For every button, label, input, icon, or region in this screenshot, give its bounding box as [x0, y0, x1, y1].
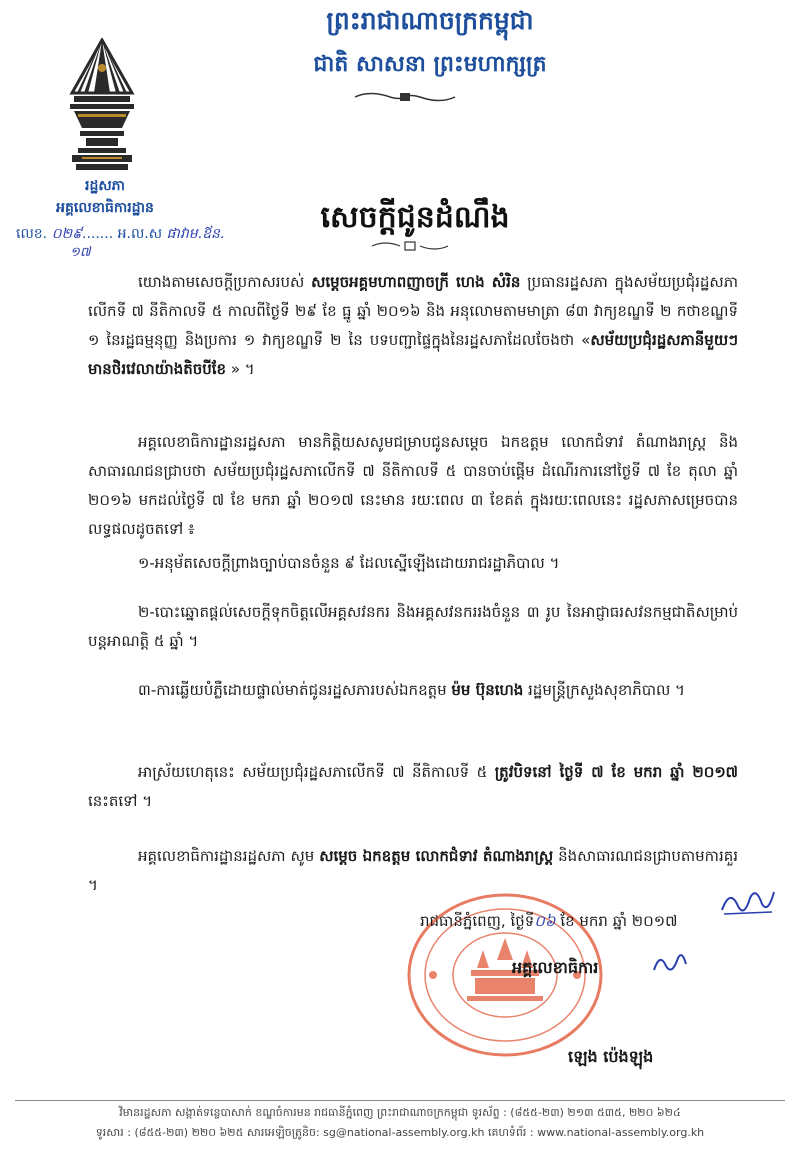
- ref-prefix: លេខ: [16, 226, 43, 242]
- national-assembly-emblem-icon: [62, 38, 142, 173]
- paragraph-1: យោងតាមសេចក្តីប្រកាសរបស់ សម្តេចអគ្គមហាពញាចក្រី ហេង សំរិន ប្រធានរដ្ឋសភា ក្នុងសម័យប្រជុំរដ្ឋសភាលើកទី ៧ នីតិកាលទី ៥ កាលពីថ្ងៃទី ២៩ ខែ ធ្នូ ឆ្នាំ ២០១៦ និង អនុលោមតាមមាត្រា ៨៣ វាក្យខណ្ឌទី ២ កថាខណ្ឌទី ១ នៃរដ្ឋធម្មនុញ្ញ និងប្រការ ១ វាក្យខណ្ឌទី ២ នៃ បទបញ្ជាផ្ទៃក្នុងនៃរដ្ឋសភាដែលចែងថា «សម័យប្រជុំរដ្ឋសភានីមួយៗមានថិរវេលាយ៉ាងតិចបីខែ » ។: [88, 273, 738, 378]
- footer-contacts: ទូរសារ : (៨៥៥-២៣) ២២០ ៦២៥ សារអេឡិចត្រូនិច: sg@national-assembly.org.kh គេហទំព័រ : www.national-assembly.org.kh: [95, 1126, 705, 1139]
- list-item: ២-បោះឆ្នោតផ្តល់សេចក្តីទុកចិត្តលើអគ្គសវនករ និងអគ្គសវនកររងចំនួន ៣ រូប នៃអាជ្ញាធរសវនកម្មជាតិសម្រាប់បន្តអាណត្តិ ៥ ឆ្នាំ ។: [88, 603, 738, 650]
- place-date: រាជធានីភ្នំពេញ, ថ្ងៃទី០៦ ខែ មករា ឆ្នាំ ២០១៧: [420, 912, 678, 930]
- closing-date: ត្រូវបិទនៅ ថ្ងៃទី ៧ ខែ មករា ឆ្នាំ ២០១៧: [494, 763, 738, 781]
- ref-handwritten: ផាវាម.ឪន.: [166, 226, 225, 242]
- kingdom-motto: ជាតិ សាសនា ព្រះមហាក្សត្រ: [313, 52, 547, 77]
- footer-divider: [15, 1100, 785, 1101]
- kingdom-title: ព្រះរាជាណាចក្រកម្ពុជា: [326, 6, 534, 35]
- list-item: ៣-ការឆ្លើយបំភ្លឺដោយផ្ទាល់មាត់ជូនរដ្ឋសភារបស់ឯកឧត្តម ម៉ម ប៊ុនហេង រដ្ឋមន្ត្រីក្រសួងសុខាភិបាល ។: [138, 681, 685, 699]
- day-handwritten: ០៦: [534, 912, 556, 930]
- footer-address: វិមានរដ្ឋសភា សង្កាត់ទន្លេបាសាក់ ខណ្ឌចំការមន រាជធានីភ្នំពេញ ព្រះរាជាណាចក្រកម្ពុជា ទូរស័ព្ទ : (៨៥៥-២៣) ២១៣ ៥៣៥, ២២០ ៦២៤: [119, 1106, 681, 1119]
- institution-name: រដ្ឋសភា: [85, 178, 125, 194]
- speaker-name: សម្តេចអគ្គមហាពញាចក្រី ហេង សំរិន: [311, 273, 521, 291]
- title-signature-icon: [650, 948, 690, 978]
- document-title: សេចក្តីជូនដំណឹង: [320, 200, 510, 235]
- signatory-title: អគ្គលេខាធិការ: [512, 958, 599, 977]
- motto-ornament-icon: [350, 90, 460, 104]
- addressees: សម្តេច ឯកឧត្តម លោកជំទាវ តំណាងរាស្ត្រ: [319, 847, 554, 865]
- paragraph-4: អគ្គលេខាធិការដ្ឋានរដ្ឋសភា សូម សម្តេច ឯកឧត្តម លោកជំទាវ តំណាងរាស្ត្រ និងសាធារណជនជ្រាបតាមការគួរ ។: [88, 847, 738, 894]
- minister-name: ម៉ម ប៊ុនហេង: [451, 681, 524, 699]
- paragraph-3: អាស្រ័យហេតុនេះ សម័យប្រជុំរដ្ឋសភាលើកទី ៧ នីតិកាលទី ៥ ត្រូវបិទនៅ ថ្ងៃទី ៧ ខែ មករា ឆ្នាំ ២០១៧ នេះតទៅ ។: [88, 763, 738, 810]
- signatory-name: ឡេង ប៉េងឡុង: [568, 1047, 654, 1066]
- ref-number-2: ១៧: [70, 245, 91, 260]
- paragraph-2: អគ្គលេខាធិការដ្ឋានរដ្ឋសភា មានកិត្តិយសសូមជម្រាបជូនសម្តេច ឯកឧត្តម លោកជំទាវ តំណាងរាស្ត្រ និងសាធារណជនជ្រាបថា សម័យប្រជុំរដ្ឋសភាលើកទី ៧ នីតិកាលទី ៥ បានចាប់ផ្តើម ដំណើរការនៅថ្ងៃទី ៧ ខែ តុលា ឆ្នាំ ២០១៦ មកដល់ថ្ងៃទី ៧ ខែ មករា ឆ្នាំ ២០១៧ នេះមាន រយៈពេល ៣ ខែគត់ ក្នុងរយៈពេលនេះ រដ្ឋសភាសម្រេចបានលទ្ធផលដូចតទៅ ៖: [88, 433, 738, 538]
- initial-signature-icon: [718, 884, 778, 920]
- title-ornament-icon: [370, 240, 450, 252]
- ref-number: ០២៩: [51, 226, 82, 242]
- institution-department: អគ្គលេខាធិការដ្ឋាន: [56, 200, 154, 216]
- list-item: ១-អនុម័តសេចក្តីព្រាងច្បាប់បានចំនួន ៩ ដែលស្នើឡើងដោយរាជរដ្ឋាភិបាល ។: [138, 554, 560, 572]
- reference-number: លេខ. ០២៩....... អ.ល.ស ផាវាម.ឪន.: [16, 226, 225, 242]
- ref-mid: អ.ល.ស: [117, 226, 163, 242]
- quoted-clause: សម័យប្រជុំរដ្ឋសភានីមួយៗមានថិរវេលាយ៉ាងតិចបីខែ: [88, 331, 738, 378]
